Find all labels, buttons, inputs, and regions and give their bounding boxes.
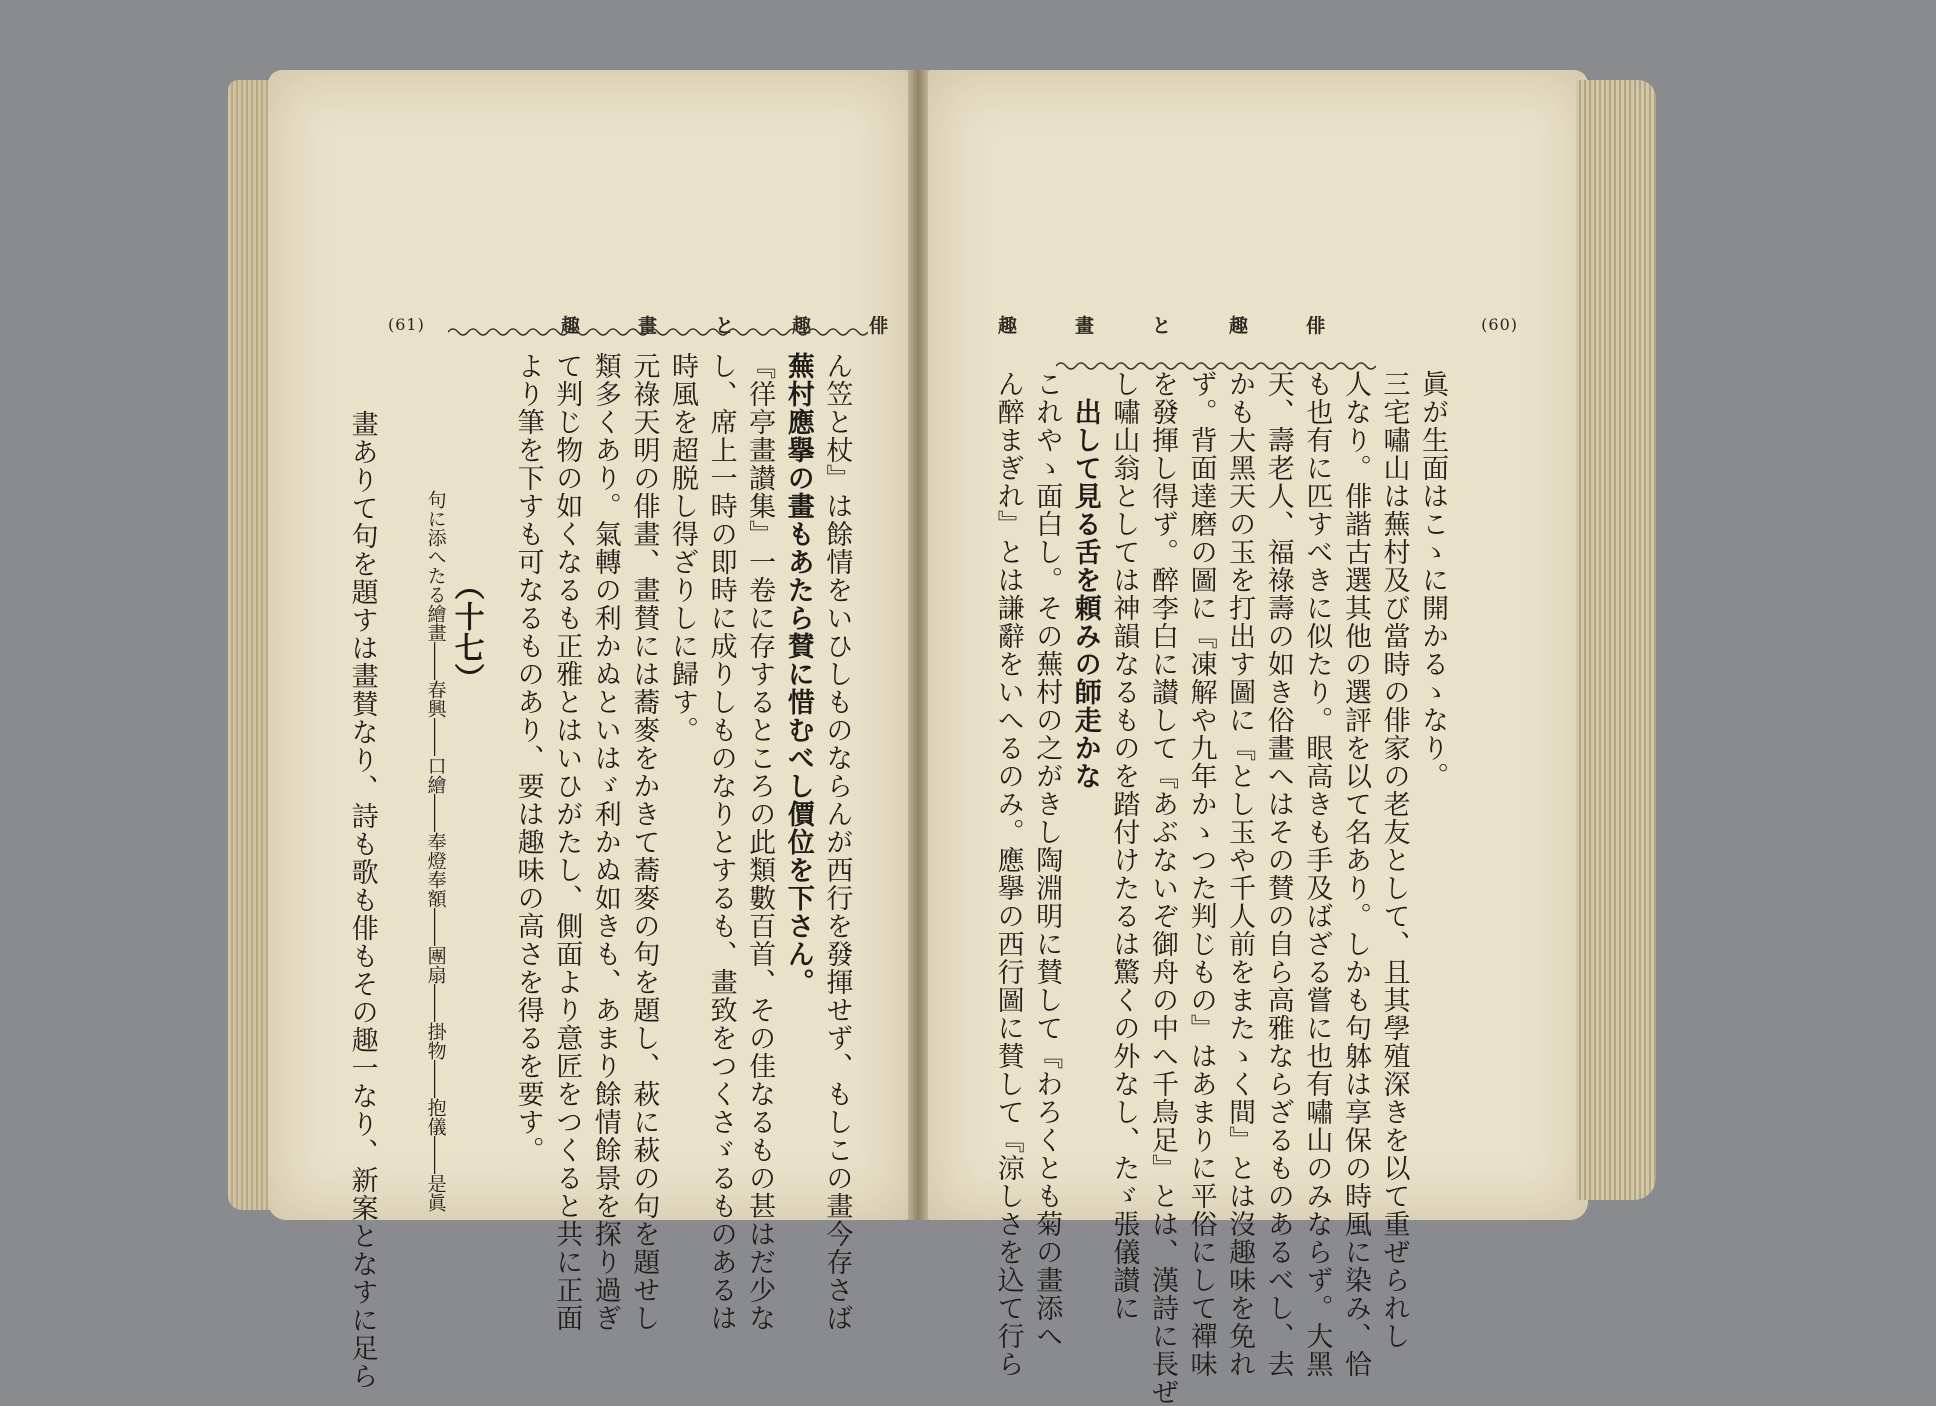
book-edge-right: [1576, 80, 1656, 1200]
left-page: [268, 70, 908, 1390]
text-line: ん醉まぎれ』とは謙辭をいへるのみ。應擧の西行圖に賛して『涼しさを込て行ら: [992, 370, 1024, 1378]
running-head-char: 俳: [1306, 314, 1326, 337]
text-line: 類多くあり。氣轉の利かぬといはゞ利かぬ如きも、あまり餘情餘景を探り過ぎ: [589, 352, 621, 1332]
book-gutter: [908, 70, 928, 1220]
running-head-char: と: [1152, 314, 1172, 337]
running-head-char: 畫: [637, 314, 657, 337]
right-page-body: [988, 370, 1451, 1406]
text-line: 天、壽老人、福祿壽の如き俗畫へはその賛の自ら高雅ならざるものあるべし、去: [1262, 370, 1294, 1378]
header-wavy-rule: [448, 326, 868, 338]
running-head: [998, 311, 1325, 338]
right-page: [928, 70, 1588, 1406]
running-head-char: 趣: [998, 314, 1018, 337]
left-page-header: [388, 304, 888, 344]
text-line: 人なり。俳諧古選其他の選評を以て名あり。しかも句躰は享保の時風に染み、恰: [1339, 370, 1371, 1378]
text-line: も也有に匹すべきに似たり。眼高きも手及ばざる嘗に也有嘯山のみならず。大黑: [1301, 370, 1333, 1378]
running-head-char: 俳: [868, 314, 888, 337]
text-line: これやゝ面白し。その蕪村の之がきし陶淵明に賛して『わろくとも菊の畫添へ: [1031, 370, 1063, 1350]
text-line: 『徉亭畫讃集』一卷に存するところの此類數百首、その佳なるもの甚はだ少な: [744, 352, 776, 1332]
open-book: [228, 60, 1668, 1406]
text-line: 時風を超脱し得ざりしに歸す。: [666, 352, 698, 744]
section-subtitle: [416, 490, 455, 1212]
text-line: ず。背面達磨の圖に『凍解や九年かゝつた判じもの』はあまりに平俗にして禪味: [1185, 370, 1217, 1378]
text-line: 蕪村應擧の畫もあたら賛に惜むべし價位を下さん。: [782, 352, 814, 996]
page-number-61: (61): [388, 314, 425, 334]
right-page-header: [998, 304, 1518, 344]
text-line: 畫ありて句を題すは畫賛なり、詩も歌も俳もその趣一なり、新案となすに足ら: [346, 410, 378, 1390]
text-line: て判じ物の如くなるも正雅とはいひがたし、側面より意匠をつくると共に正面: [551, 352, 583, 1332]
text-line: を發揮し得ず。醉李白に讃して『あぶないぞ御舟の中へ千鳥足』とは、漢詩に長ぜ: [1146, 370, 1178, 1406]
text-line: かも大黑天の玉を打出す圖に『とし玉や千人前をまたゝく間』とは沒趣味を免れ: [1224, 370, 1256, 1378]
page-number-60: (60): [1481, 314, 1518, 334]
left-page-body: [508, 352, 855, 1332]
section-heading-text: （十七）: [448, 570, 484, 694]
text-line: し嘯山翁としては神韻なるものを踏付けたるは驚くの外なし、たゞ張儀讃に: [1108, 370, 1140, 1322]
text-line: ん笠と杖』は餘情をいひしものならんが西行を發揮せず、もしこの畫今存さば: [821, 352, 853, 1332]
text-line: 元祿天明の俳畫、畫賛には蕎麥をかきて蕎麥の句を題し、萩に萩の句を題せし: [628, 352, 660, 1332]
running-head-char: 畫: [1075, 314, 1095, 337]
text-line: 眞が生面はこゝに開かるゝなり。: [1417, 370, 1449, 790]
text-line: 出して見る舌を頼みの師走かな: [1069, 370, 1101, 790]
text-line: より筆を下すも可なるものあり、要は趣味の高さを得るを要す。: [512, 352, 544, 1164]
left-page-last-column: [342, 410, 381, 1390]
running-head-char: 趣: [1229, 314, 1249, 337]
text-line: 三宅嘯山は蕪村及び當時の俳家の老友として、且其學殖深きを以て重ぜられし: [1378, 370, 1410, 1350]
text-line: し、席上一時の即時に成りしものなりとするも、畫致をつくさゞるものあるは: [705, 352, 737, 1332]
running-head-char: 趣: [560, 314, 580, 337]
running-head-char: と: [714, 314, 734, 337]
running-head-char: 趣: [791, 314, 811, 337]
section-subtitle-text: 句に添へたる繪畫――春興――口繪――奉燈奉額――團扇――掛物――抱儀――是眞: [424, 490, 447, 1212]
